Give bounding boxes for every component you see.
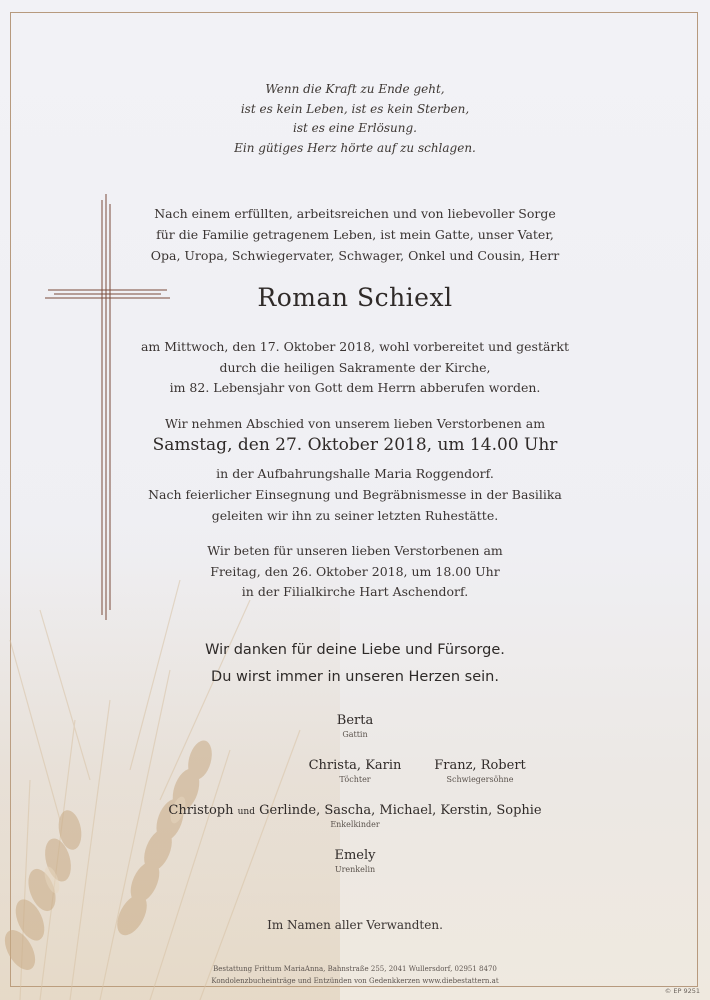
- death-line: am Mittwoch, den 17. Oktober 2018, wohl vorbereitet und gestärkt: [140, 339, 570, 354]
- closing-line: Im Namen aller Verwandten.: [267, 918, 443, 932]
- mourner-name: Berta: [336, 713, 374, 728]
- farewell-line: Nach feierlicher Einsegnung und Begräbnismesse in der Basilika: [148, 487, 562, 502]
- mourner-role: Urenkelin: [334, 865, 376, 874]
- footer-website: Kondolenzbucheinträge und Entzünden von Gedenkkerzen www.diebestattern.at: [211, 977, 499, 985]
- prayer-line: Wir beten für unseren lieben Verstorbenen am: [207, 543, 503, 558]
- prayer-line: Freitag, den 26. Oktober 2018, um 18.00 Uhr: [210, 563, 500, 579]
- prayer-line: in der Filialkirche Hart Aschendorf.: [241, 584, 469, 599]
- poem-line: ist es kein Leben, ist es kein Sterben,: [240, 101, 470, 116]
- mourner-name: Emely: [334, 848, 376, 863]
- poem-line: Wenn die Kraft zu Ende geht,: [265, 82, 445, 96]
- death-notice: [0, 337, 710, 399]
- mourner-role: Töchter: [339, 775, 371, 784]
- death-line: im 82. Lebensjahr von Gott dem Herrn abberufen worden.: [169, 380, 541, 395]
- poem-line: ist es eine Erlösung.: [293, 121, 417, 135]
- intro-line: für die Familie getragenem Leben, ist mein Gatte, unser Vater,: [156, 227, 554, 242]
- funeral-home-footer: [0, 963, 710, 987]
- mourner-name: Christa, Karin: [308, 758, 402, 773]
- farewell-details: [0, 463, 710, 526]
- funeral-date: Samstag, den 27. Oktober 2018, um 14.00 Uhr: [152, 435, 558, 455]
- prayer-notice: [0, 541, 710, 603]
- mourner-role: Gattin: [342, 730, 368, 739]
- intro-line: Opa, Uropa, Schwiegervater, Schwager, Onkel und Cousin, Herr: [150, 248, 560, 263]
- copyright-code: © EP 9251: [664, 987, 700, 995]
- mourner-role: Schwiegersöhne: [446, 775, 514, 784]
- farewell-line: in der Aufbahrungshalle Maria Roggendorf.: [216, 466, 494, 481]
- poem-line: Ein gütiges Herz hörte auf zu schlagen.: [234, 140, 476, 155]
- farewell-line: geleiten wir ihn zu seiner letzten Ruhestätte.: [211, 508, 499, 523]
- thanks-line: Du wirst immer in unseren Herzen sein.: [211, 669, 499, 685]
- mourner-role: Enkelkinder: [330, 820, 380, 829]
- conjunction: und: [237, 807, 255, 817]
- mourner-great-grandchild: [0, 848, 710, 874]
- farewell-intro: Wir nehmen Abschied von unserem lieben Verstorbenen am: [164, 416, 546, 431]
- intro-line: Nach einem erfüllten, arbeitsreichen und von liebevoller Sorge: [154, 206, 556, 221]
- grandchildren-names: Gerlinde, Sascha, Michael, Kerstin, Sophie: [259, 803, 542, 818]
- deceased-name: Roman Schiexl: [257, 283, 453, 312]
- mourner-name: Franz, Robert: [434, 758, 526, 773]
- intro-text: [0, 203, 710, 266]
- thanks-line: Wir danken für deine Liebe und Fürsorge.: [205, 642, 505, 658]
- poem: [0, 80, 710, 158]
- thanks-message: [0, 637, 710, 691]
- mourner-grandchildren: [0, 803, 710, 829]
- mourner-sons-in-law: [420, 758, 540, 784]
- mourner-wife: [0, 713, 710, 739]
- death-line: durch die heiligen Sakramente der Kirche,: [219, 359, 491, 375]
- mourner-daughters: [300, 758, 410, 784]
- footer-address: Bestattung Frittum MariaAnna, Bahnstraße 255, 2041 Wullersdorf, 02951 8470: [213, 965, 497, 973]
- grandchild-name: Christoph: [168, 803, 234, 818]
